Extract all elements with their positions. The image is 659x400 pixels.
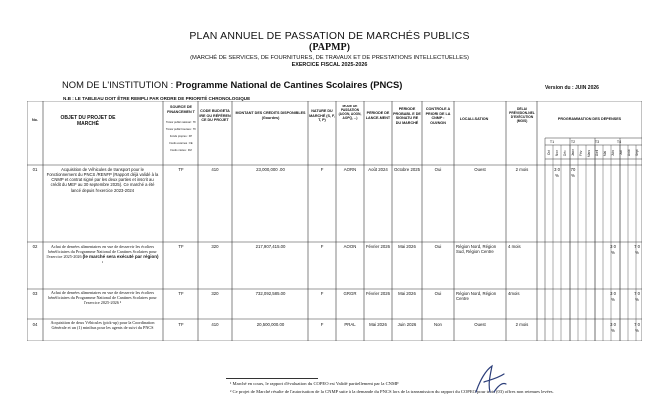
- row-2-source: TF: [178, 244, 184, 249]
- row-1-mode: AORN: [343, 167, 357, 172]
- row-2-delai: 4 mois: [508, 244, 521, 249]
- row-4-code: 410: [211, 322, 219, 327]
- source-note-1: Trésor public national : TF: [166, 121, 196, 124]
- row-3-montant: 732,092,585.00: [255, 291, 286, 296]
- row-3-localisation: Région Nord, Région Centre: [456, 291, 497, 302]
- row-3-no: 03: [32, 291, 38, 296]
- row-1-code: 410: [211, 167, 219, 172]
- row-4-objet: Acquisition de deux Véhicules (pick-up) pour la Coordination Générale et un (1) minibus pour les agents de suivi du PNCS: [50, 320, 155, 331]
- month-label: Juin: [611, 150, 615, 156]
- row-1-prog-1: 3 0 %: [554, 167, 560, 178]
- col-header-code: CODE BUDGÉTA IRE OU RÉFÉREN CE DU PROJET: [199, 109, 231, 123]
- col-header-source: SOURCE DE FINANCEMEN T: [167, 105, 195, 114]
- row-1-montant: 23,000,000 .00: [256, 167, 285, 172]
- month-label: Mars: [587, 149, 591, 157]
- institution-prefix: NOM DE L'INSTITUTION :: [62, 79, 176, 90]
- row-3-source: TF: [178, 291, 184, 296]
- month-label: Juil: [619, 150, 623, 156]
- row-4-montant: 20,500,000.00: [256, 322, 285, 327]
- row-3-controle: Oui: [434, 291, 442, 296]
- row-4-localisation: Ouest: [474, 322, 486, 327]
- col-header-localisation: LOCALI-SATION: [459, 117, 489, 121]
- row-1-source: TF: [178, 167, 184, 172]
- col-header-controle: CONTRÔLE A PRIORI DE LA CNMP : OUI/NON: [425, 107, 451, 125]
- row-3-objet-text: Achat de denrées alimentaires en vue de desservir les écoliers bénéficiaires du Programme National de Cantines Scolaires pour l'exercice 2025-2026: [48, 290, 157, 306]
- row-2-objet: Achat de denrées alimentaires en vue de desservir les écoliers bénéficiaires du Programme National de Cantines Scolaires pour l'exercice 2025-2026 (le marché sera exécuté par région) ¹: [46, 244, 159, 265]
- row-4-lancement: Mai 2026: [369, 322, 387, 327]
- row-2-mode: AOON: [343, 244, 357, 249]
- row-1-localisation: Ouest: [474, 167, 486, 172]
- month-label: Oct: [547, 150, 551, 156]
- row-4-prog-2: 7 0 %: [634, 322, 640, 333]
- col-header-nature: NATURE DU MARCHÉ (S, F, T, P): [309, 109, 335, 123]
- row-1-lancement: Août 2024: [368, 167, 388, 172]
- row-4-delai: 2 mois: [515, 322, 529, 327]
- source-note-3: Fonds propres : FP: [169, 135, 193, 138]
- row-4-controle: Non: [434, 322, 442, 327]
- month-label: Nov: [555, 150, 559, 156]
- trimester-t1: T1: [549, 140, 555, 144]
- row-3-mode: GRGR: [343, 291, 357, 296]
- row-1-prog-2: 70 %: [570, 167, 576, 178]
- row-4-mode: PRAL: [344, 322, 356, 327]
- plan-subtitle: (MARCHÉ DE SERVICES, DE FOURNITURES, DE TRAVAUX ET DE PRESTATIONS INTELLECTUELLES): [190, 55, 469, 61]
- fiscal-year: EXERCICE FISCAL 2025-2026: [291, 62, 368, 68]
- month-label: Août: [627, 149, 631, 157]
- chronological-note: N.B : LE TABLEAU DOIT ÊTRE REMPLI PAR ORDRE DE PRIORITÉ CHRONOLOGIQUE: [63, 96, 251, 101]
- row-3-signature: Mai 2026: [398, 291, 416, 296]
- institution-name: Programme National de Cantines Scolaires (PNCS): [175, 79, 403, 90]
- row-3-objet: Achat de denrées alimentaires en vue de desservir les écoliers bénéficiaires du Programme National de Cantines Scolaires pour l'exercice 2025-2026 ²: [48, 290, 157, 306]
- col-header-programmation: PROGRAMMATION DES DÉPENSES: [557, 117, 622, 121]
- source-note-2: Trésor public bourses : TF: [165, 128, 197, 131]
- col-header-delai: DÉLAI PRÉVISION-NEL D'EXÉCUTION (MOIS): [509, 107, 535, 124]
- handwritten-signature: [470, 362, 510, 398]
- row-2-no: 02: [32, 244, 38, 249]
- trimester-t2: T2: [570, 140, 576, 144]
- row-1-signature: Octobre 2025: [393, 167, 421, 172]
- col-header-mode: MODE DE PASSATION (AOON, AOON, AOPQ, ...): [338, 105, 362, 120]
- row-3-prog-1: 3 0 %: [610, 291, 616, 302]
- row-3-nature: F: [320, 291, 324, 296]
- col-header-montant: MONTANT DES CRÉDITS DISPONIBLES (Gourdes): [235, 111, 306, 120]
- row-2-nature: F: [320, 244, 324, 249]
- version-date: Version du : JUIN 2026: [545, 85, 599, 91]
- footnote-1: ¹ Marché en cours, le rapport d'évaluation du COPEO est Validé partiellement par la CNMP: [230, 381, 399, 386]
- row-4-nature: F: [320, 322, 324, 327]
- row-3-delai: 4mois: [508, 291, 520, 296]
- col-header-no: No.: [32, 118, 38, 122]
- row-3-prog-2: 7 0 %: [634, 291, 640, 302]
- col-header-objet: OBJET DU PROJET DE MARCHÉ: [60, 115, 116, 128]
- footnote-separator: [226, 378, 318, 379]
- row-2-objet-text: Achat de denrées alimentaires en vue de desservir les écoliers bénéficiaires du Programme National de Cantines Scolaires pour l'exercice 2025-2026: [46, 244, 157, 260]
- row-4-source: TF: [178, 322, 184, 327]
- trimester-t4: T4: [616, 140, 622, 144]
- month-label: Avril: [595, 149, 599, 157]
- row-1-controle: Oui: [434, 167, 442, 172]
- plan-acronym: (PAPMP): [309, 42, 350, 53]
- row-2-code: 320: [211, 244, 219, 249]
- month-label: Sept: [635, 149, 639, 157]
- row-4-signature: Juin 2026: [397, 322, 417, 327]
- row-2-signature: Mai 2026: [398, 244, 416, 249]
- row-2-montant: 217,907,415.00: [255, 244, 286, 249]
- row-2-localisation: Région Nord, Région Sud, Région Centre: [456, 244, 497, 255]
- row-2-prog-2: 7 0 %: [634, 244, 640, 255]
- row-2-prog-1: 3 0 %: [610, 244, 616, 255]
- row-3-code: 320: [211, 291, 219, 296]
- footnote-2: ² Ce projet de Marché résulte de l'autorisation de la CNMP suite à la demande du PNCS lors de la transmission du rapport du COPEO pour trois (03) offres non retenues levées.: [230, 389, 554, 394]
- row-3-lancement: Février 2026: [365, 291, 391, 296]
- row-2-lancement: Février 2026: [365, 244, 391, 249]
- row-1-nature: F: [320, 167, 324, 172]
- row-2-controle: Oui: [434, 244, 442, 249]
- col-header-signature: PÉRIODE PROBABL E DE SIGNATU RE DU MARCHÉ: [393, 107, 421, 125]
- row-4-prog-1: 3 0 %: [610, 322, 616, 333]
- month-label: Mai: [603, 150, 607, 156]
- source-note-4: Fonds externes : FE: [169, 142, 193, 145]
- procurement-table: [27, 101, 642, 341]
- source-note-5: Fonds mixtes : FM: [170, 149, 192, 152]
- row-1-delai: 2 mois: [515, 167, 529, 172]
- row-2-objet-note: (le marché sera exécuté par région): [82, 254, 159, 260]
- col-header-lancement: PÉRIODE DE LANCE-MENT: [365, 111, 391, 120]
- row-4-no: 04: [32, 322, 38, 327]
- month-label: Déc: [563, 150, 567, 156]
- month-label: Fév: [579, 150, 583, 156]
- trimester-t3: T3: [594, 140, 600, 144]
- row-1-objet: Acquisition de Véhicules de transport pour le Fonctionnement du PNCS /RENFP (Rapport déjà validé à la CNMP et contrat signé par les deux parties et inscrit au crédit du MEF au 30 septembre 2025). Ce marché a été lancé depuis l'exercice 2023-2024: [46, 167, 159, 193]
- institution-line: [62, 79, 402, 90]
- row-1-no: 01: [32, 167, 38, 172]
- month-label: Janv: [571, 149, 575, 157]
- plan-title: PLAN ANNUEL DE PASSATION DE MARCHÉS PUBLICS: [189, 30, 470, 42]
